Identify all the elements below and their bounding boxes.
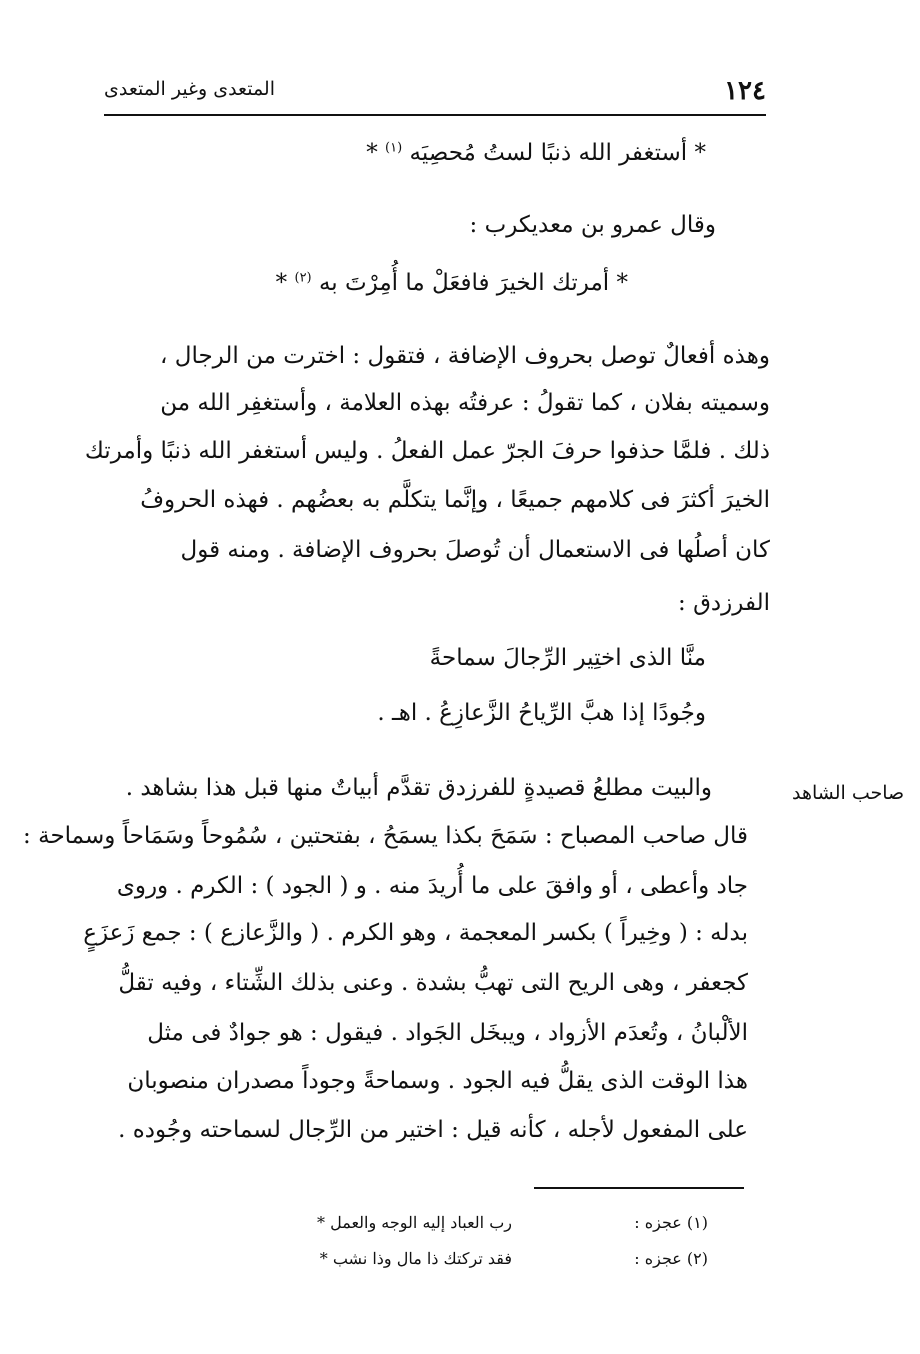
verse-2-end-mark: *	[275, 270, 288, 296]
paragraph-2-line: جاد وأعطى ، أو وافقَ على ما أُريدَ منه . و ( الجود ) : الكرم . وروى	[116, 873, 748, 899]
verse-2	[276, 270, 628, 296]
paragraph-1-line: ذلك . فلمَّا حذفوا حرفَ الجرّ عمل الفعلُ . وليس أستغفر الله ذنبًا وأمرتك	[84, 438, 770, 464]
paragraph-1-line: وهذه أفعالٌ توصل بحروف الإضافة ، فتقول : اخترت من الرجال ،	[160, 343, 770, 369]
footnote-2-label: (٢) عجزه :	[634, 1249, 708, 1268]
margin-note: صاحب الشاهد	[792, 782, 905, 804]
verse-1-text: * أستغفر الله ذنبًا لستُ مُحصِيَه	[409, 140, 706, 166]
running-title: المتعدى وغير المتعدى	[104, 78, 275, 100]
footnote-1-text: رب العباد إليه الوجه والعمل *	[317, 1213, 512, 1232]
footnote-ref-1: (١)	[385, 140, 403, 156]
verse-2-text: * أمرتك الخيرَ فافعَلْ ما أُمِرْتَ به	[318, 270, 628, 296]
paragraph-2-line: والبيت مطلعُ قصيدةٍ للفرزدق تقدَّم أبياتٌ منها قبل هذا بشاهد .	[125, 775, 712, 801]
attribution-line: وقال عمرو بن معديكرب :	[469, 212, 716, 238]
verse-3-line-1: منَّا الذى اختِير الرِّجالَ سماحةً	[429, 645, 706, 671]
page-number: ١٢٤	[724, 76, 766, 106]
paragraph-2-line: قال صاحب المصباح : سَمَحَ بكذا يسمَحُ ، بفتحتين ، سُمُوحاً وسَمَاحاً وسماحة :	[23, 823, 748, 849]
paragraph-1-line: كان أصلُها فى الاستعمال أن تُوصلَ بحروف الإضافة . ومنه قول	[180, 537, 770, 563]
verse-3-line-2: وجُودًا إذا هبَّ الرِّياحُ الزَّعازِعُ . اهـ .	[377, 700, 706, 726]
verse-1	[366, 140, 706, 166]
page-header	[104, 70, 766, 116]
paragraph-2-line: الألْبانُ ، وتُعدَم الأزواد ، ويبخَل الجَواد . فيقول : هو جوادٌ فى مثل	[147, 1020, 748, 1046]
footnote-divider	[534, 1187, 744, 1189]
paragraph-2-line: على المفعول لأجله ، كأنه قيل : اختير من الرِّجال لسماحته وجُوده .	[118, 1117, 748, 1143]
paragraph-1-line: الخيرَ أكثرَ فى كلامهم جميعًا ، وإنَّما يتكلَّم به بعضُهم . فهذه الحروفُ	[140, 487, 770, 513]
paragraph-1-line: الفرزدق :	[678, 590, 770, 616]
footnote-1-label: (١) عجزه :	[634, 1213, 708, 1232]
footnote-ref-2: (٢)	[294, 270, 312, 286]
paragraph-2-line: بدله : ( وخِيراً ) بكسر المعجمة ، وهو الكرم . ( والزَّعازع ) : جمع زَعزَعٍ	[83, 920, 748, 946]
paragraph-1-line: وسميته بفلان ، كما تقولُ : عرفتُه بهذه العلامة ، وأستغفِر الله من	[160, 390, 770, 416]
paragraph-2-line: هذا الوقت الذى يقلُّ فيه الجود . وسماحةً وجوداً مصدران منصوبان	[127, 1068, 748, 1094]
footnote-2-text: فقد تركتك ذا مال وذا نشب *	[319, 1249, 512, 1268]
verse-1-end-mark: *	[366, 140, 378, 166]
paragraph-2-line: كجعفر ، وهى الريح التى تهبُّ بشدة . وعنى بذلك الشِّتاء ، وفيه تقلُّ	[118, 970, 748, 996]
